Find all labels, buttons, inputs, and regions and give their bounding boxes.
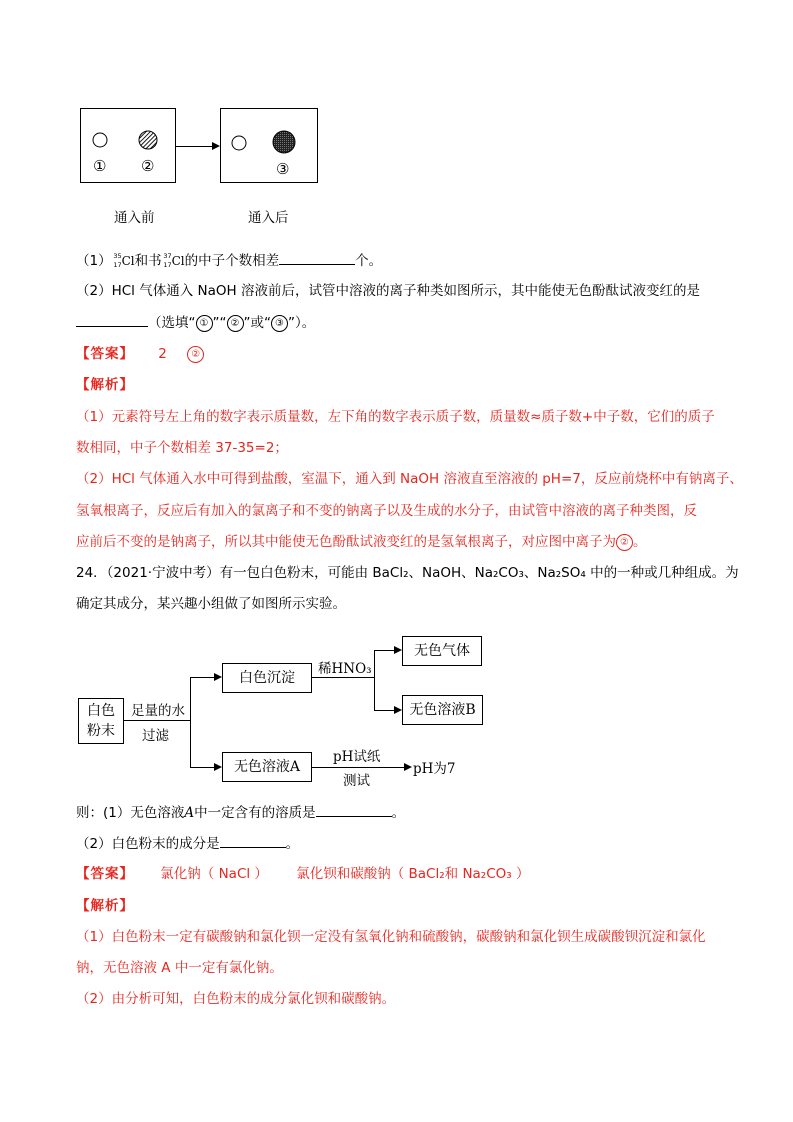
q24-part1: 则：(1）无色溶液A中一定含有的溶质是 。 — [76, 802, 405, 823]
flow-precip-box: 白色沉淀 — [222, 663, 312, 693]
flow-label-ph-l1: pH试纸 — [333, 749, 381, 765]
answer-tag: 【答案】 — [76, 346, 134, 362]
analysis-24-p1-l1: （1）白色粉末一定有碳酸钠和氯化钡一定没有氢氧化钠和硫酸钠，碳酸钠和氯化钡生成碳酸钡沉淀和氯化 — [76, 929, 706, 945]
flow-line-start — [124, 720, 190, 721]
ion-label-3: ③ — [276, 160, 290, 178]
ion-3-dotted — [273, 131, 295, 153]
analysis-24-p1-l2: 钠，无色溶液 A 中一定有氯化钠。 — [76, 960, 283, 976]
flow-line-to-solA — [190, 767, 214, 768]
flow-line-to-precip — [190, 677, 214, 678]
q24-stem-l1: 24．（2021·宁波中考）有一包白色粉末，可能由 BaCl₂、NaOH、Na₂CO₃、Na₂SO₄ 中的一种或几种组成。为 — [76, 565, 739, 581]
flow-arrow-solB — [394, 706, 402, 714]
ion-label-2: ② — [141, 157, 155, 175]
analysis-24-p2: （2）由分析可知，白色粉末的成分氯化钡和碳酸钠。 — [76, 991, 396, 1007]
analysis-23-p1-l2: 数相同，中子个数相差 37-35=2； — [76, 440, 288, 456]
flow-line-vertical-2 — [374, 650, 375, 710]
answer-24 — [76, 864, 529, 884]
answer-blank-4[interactable] — [220, 833, 286, 848]
flow-line-vertical-1 — [190, 677, 191, 767]
flow-label-ph-l2: 测试 — [343, 773, 370, 789]
flow-start-box: 白色 粉末 — [78, 698, 124, 744]
flow-solB-box: 无色溶液B — [402, 695, 483, 725]
flow-line-ph — [312, 767, 404, 768]
answer-24-1: 氯化钠（ NaCl ） — [160, 866, 268, 882]
flow-label-filter: 过滤 — [142, 728, 169, 744]
flow-line-to-gas — [374, 650, 394, 651]
ion-1-circle — [93, 133, 107, 147]
analysis-tag-23: 【解析】 — [76, 377, 134, 393]
analysis-23-p2-l2: 氢氧根离子，反应后有加入的氯离子和不变的钠离子以及生成的水分子，由试管中溶液的离子种类图，反 — [76, 503, 697, 519]
q23-part2-line1: （2）HCl 气体通入 NaOH 溶液前后，试管中溶液的离子种类如图所示，其中能使无色酚酞试液变红的是 — [76, 283, 700, 299]
caption-before: 通入前 — [114, 210, 155, 226]
flow-ph-result: pH为7 — [413, 761, 456, 777]
figure-arrow-line — [176, 146, 212, 147]
analysis-23-p2-l3: 应前后不变的是钠离子，所以其中能使无色酚酞试液变红的是氢氧根离子，对应图中离子为 ② 。 — [76, 534, 647, 550]
flow-arrow-gas — [394, 646, 402, 654]
q23-part1: （1） 35 17 Cl和书 37 17 Cl的中子个数相差 个。 — [76, 252, 383, 269]
answer-tag-24: 【答案】 — [76, 866, 134, 882]
ion-1-after-circle — [232, 136, 246, 150]
answer-23 — [76, 344, 204, 364]
flow-gas-box: 无色气体 — [402, 636, 482, 666]
isotope-cl37: 37 17 — [163, 252, 172, 269]
flow-arrow-ph — [404, 763, 412, 771]
answer-23-2: ② — [187, 346, 204, 363]
flow-solA-box: 无色溶液A — [222, 752, 312, 782]
flow-arrow-solA — [214, 763, 222, 771]
q24-stem-l2: 确定其成分，某兴趣小组做了如图所示实验。 — [76, 596, 346, 612]
ion-2-hatched — [139, 131, 157, 149]
analysis-23-p2-l1: （2）HCl 气体通入水中可得到盐酸，室温下，通入到 NaOH 溶液直至溶液的 pH=7，反应前烧杯中有钠离子、 — [76, 471, 743, 487]
flow-arrow-precip — [214, 673, 222, 681]
figure-arrow-head — [212, 142, 220, 150]
analysis-tag-24: 【解析】 — [76, 898, 134, 914]
q24-part2: （2）白色粉末的成分是 。 — [76, 833, 299, 854]
analysis-23-p1-l1: （1）元素符号左上角的数字表示质量数，左下角的数字表示质子数，质量数≈质子数+中子数，它们的质子 — [76, 409, 715, 425]
answer-24-2: 氯化钡和碳酸钠（ BaCl₂和 Na₂CO₃ ） — [296, 866, 530, 882]
flow-line-to-solB — [374, 710, 394, 711]
flow-label-acid: 稀HNO₃ — [318, 661, 372, 677]
caption-after: 通入后 — [248, 210, 289, 226]
isotope-cl35: 35 17 — [113, 252, 122, 269]
answer-blank-3[interactable] — [316, 802, 392, 817]
answer-blank-2[interactable] — [76, 312, 148, 327]
answer-23-1: 2 — [158, 346, 167, 362]
flow-line-acid — [312, 677, 374, 678]
flow-label-water: 足量的水 — [131, 703, 185, 719]
answer-blank-1[interactable] — [279, 250, 355, 265]
ion-label-1: ① — [93, 157, 107, 175]
q23-part2-line2: （选填“ ① ”“ ② ”或“ ③ ”）。 — [76, 312, 315, 333]
